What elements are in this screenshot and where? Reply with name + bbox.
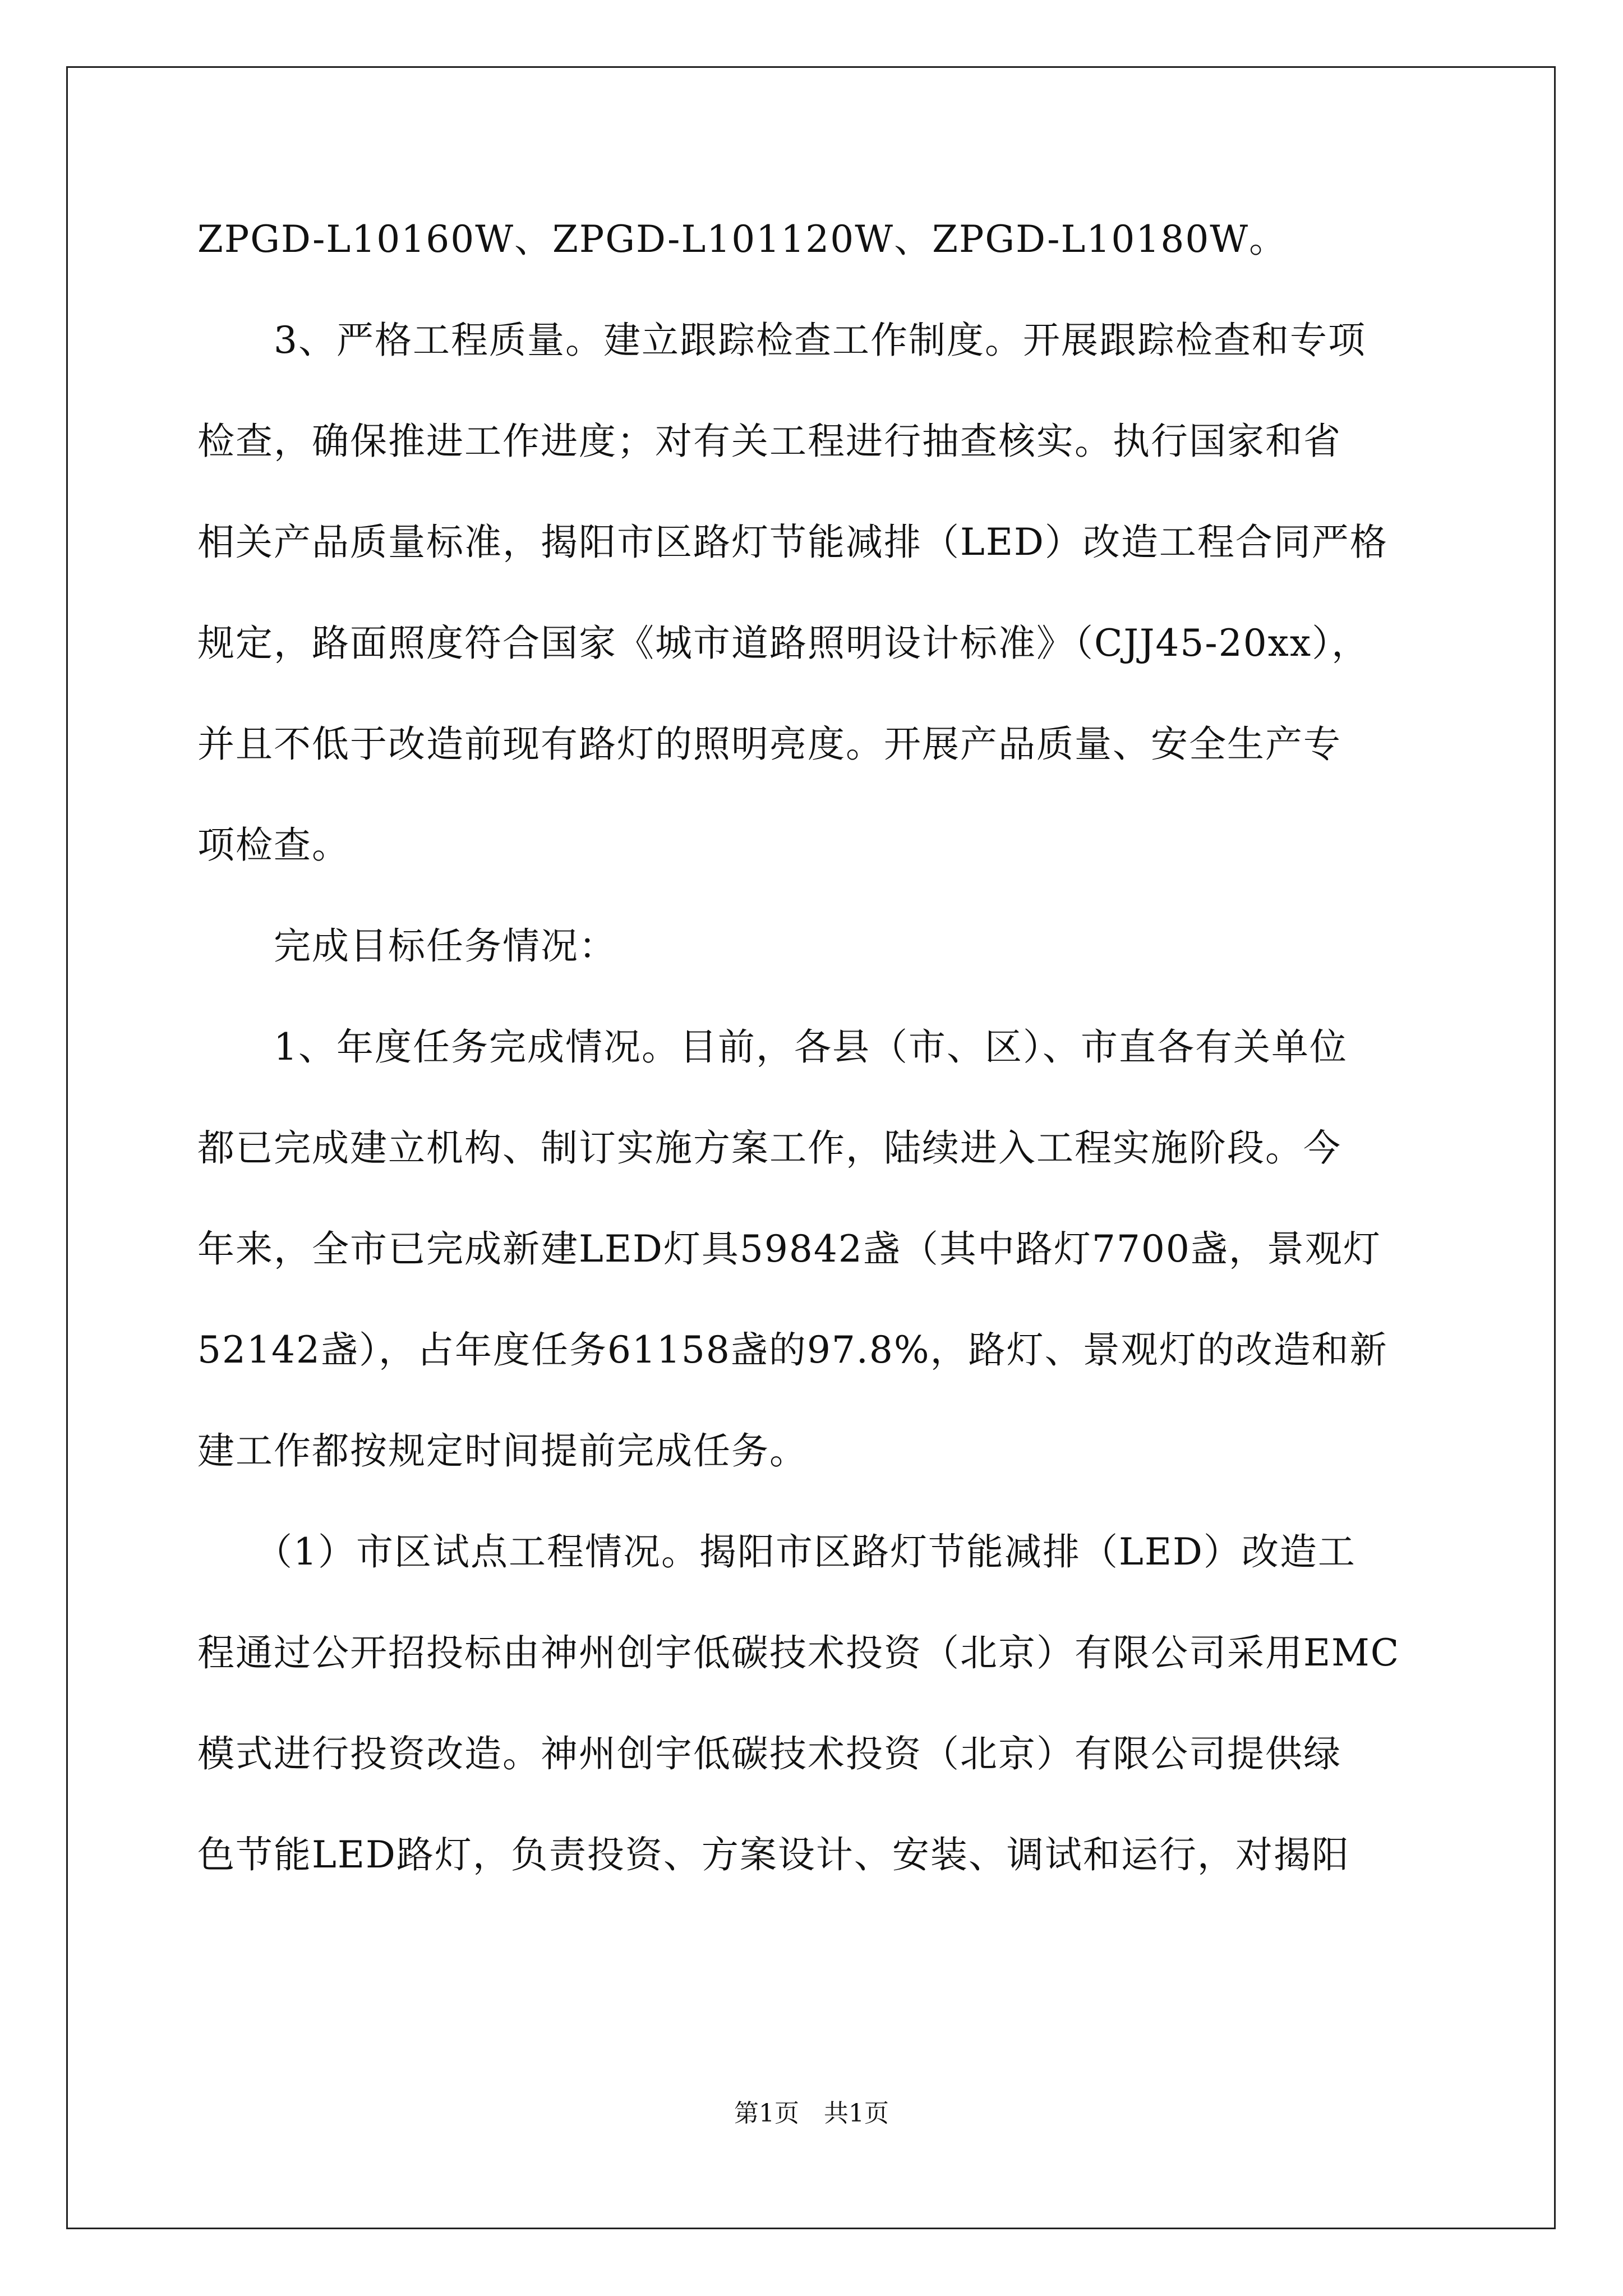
text-line: 模式进行投资改造。神州创宇低碳技术投资（北京）有限公司提供绿 [197, 1732, 1341, 1775]
text-line: 规定，路面照度符合国家《城市道路照明设计标准》（CJJ45-20xx）， [197, 622, 1370, 665]
text-line: 建工作都按规定时间提前完成任务。 [197, 1429, 808, 1473]
text-line: 3、严格工程质量。建立跟踪检查工作制度。开展跟踪检查和专项 [197, 319, 1366, 362]
text-line: 52142盏），占年度任务61158盏的97.8%，路灯、景观灯的改造和新 [197, 1328, 1388, 1372]
text-line: ZPGD-L10160W、ZPGD-L101120W、ZPGD-L10180W。 [197, 218, 1288, 261]
text-line: 年来，全市已完成新建LED灯具59842盏（其中路灯7700盏，景观灯 [197, 1227, 1381, 1271]
text-line: 项检查。 [197, 823, 350, 867]
text-line: 并且不低于改造前现有路灯的照明亮度。开展产品质量、安全生产专 [197, 723, 1341, 766]
page-footer: 第1页 共1页 [734, 2099, 889, 2128]
text-line: 相关产品质量标准，揭阳市区路灯节能减排（LED）改造工程合同严格 [197, 521, 1388, 564]
text-line: 色节能LED路灯，负责投资、方案设计、安装、调试和运行，对揭阳 [197, 1833, 1350, 1876]
text-line: 完成目标任务情况： [197, 924, 617, 968]
text-line: 检查，确保推进工作进度；对有关工程进行抽查核实。执行国家和省 [197, 420, 1341, 463]
text-line: 1、年度任务完成情况。目前，各县（市、区）、市直各有关单位 [197, 1025, 1348, 1069]
text-line: 都已完成建立机构、制订实施方案工作，陆续进入工程实施阶段。今 [197, 1126, 1341, 1170]
text-line: （1）市区试点工程情况。揭阳市区路灯节能减排（LED）改造工 [197, 1530, 1356, 1573]
text-line: 程通过公开招投标由神州创宇低碳技术投资（北京）有限公司采用EMC [197, 1631, 1400, 1674]
